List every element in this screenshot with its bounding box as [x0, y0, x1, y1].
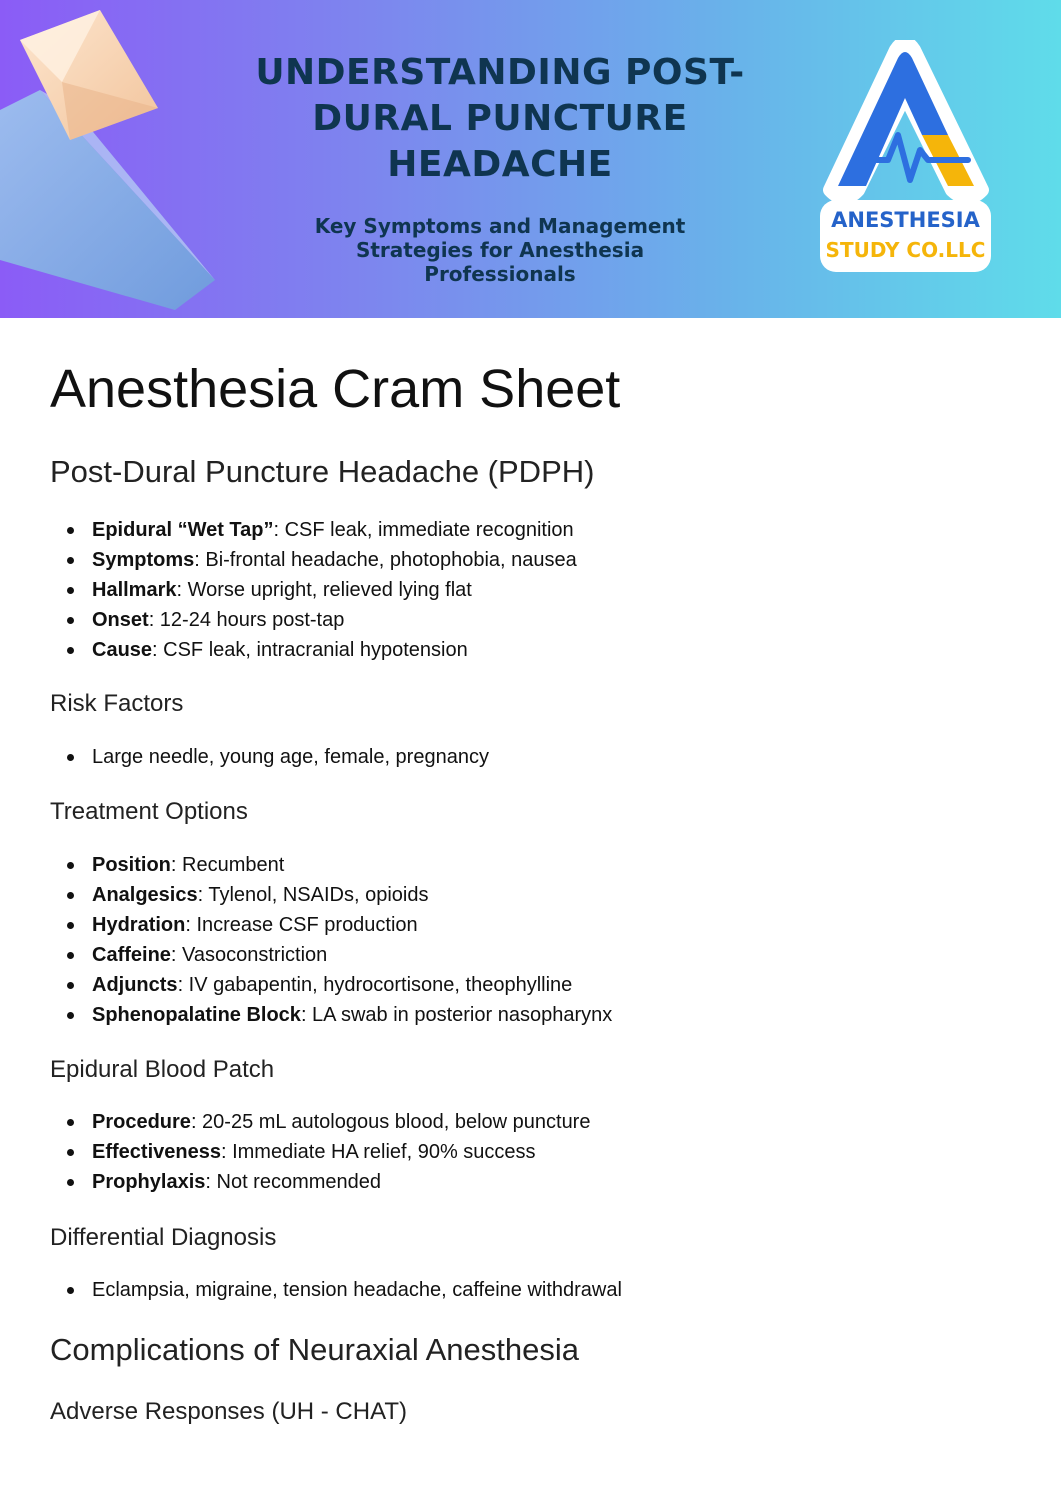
- list-item: Hydration: Increase CSF production: [50, 910, 612, 940]
- blood-patch-list: [50, 1107, 590, 1197]
- anesthesia-study-logo: [818, 40, 993, 275]
- section-heading-blood-patch: Epidural Blood Patch: [50, 1056, 275, 1083]
- list-item: Hallmark: Worse upright, relieved lying flat: [50, 575, 577, 605]
- banner-subtitle: Key Symptoms and Management Strategies for Anesthesia Professionals: [314, 214, 686, 286]
- list-item: Symptoms: Bi-frontal headache, photophobia, nausea: [50, 545, 577, 575]
- list-item: Adjuncts: IV gabapentin, hydrocortisone, theophylline: [50, 970, 612, 1000]
- section-heading-pdph: Post-Dural Puncture Headache (PDPH): [50, 454, 595, 489]
- banner-title: UNDERSTANDING POST-DURAL PUNCTURE HEADACHE: [255, 52, 745, 185]
- section-heading-differential: Differential Diagnosis: [50, 1224, 277, 1251]
- section-heading-risk-factors: Risk Factors: [50, 690, 184, 717]
- list-item: Sphenopalatine Block: LA swab in posterior nasopharynx: [50, 1000, 612, 1030]
- decorative-shapes: [0, 0, 240, 318]
- list-item: Effectiveness: Immediate HA relief, 90% success: [50, 1137, 590, 1167]
- list-item: Caffeine: Vasoconstriction: [50, 940, 612, 970]
- list-item: Procedure: 20-25 mL autologous blood, below puncture: [50, 1107, 590, 1137]
- list-item: Eclampsia, migraine, tension headache, caffeine withdrawal: [50, 1275, 622, 1305]
- section-heading-complications: Complications of Neuraxial Anesthesia: [50, 1332, 579, 1367]
- list-item: Epidural “Wet Tap”: CSF leak, immediate recognition: [50, 515, 577, 545]
- section-heading-treatment: Treatment Options: [50, 798, 248, 825]
- differential-list: [50, 1275, 622, 1305]
- page-title: Anesthesia Cram Sheet: [50, 359, 621, 419]
- list-item: Large needle, young age, female, pregnancy: [50, 742, 489, 772]
- pdph-list: [50, 515, 577, 665]
- list-item: Onset: 12-24 hours post-tap: [50, 605, 577, 635]
- subheading-adverse-responses: Adverse Responses (UH - CHAT): [50, 1398, 407, 1425]
- risk-factors-list: [50, 742, 489, 772]
- list-item: Prophylaxis: Not recommended: [50, 1167, 590, 1197]
- list-item: Analgesics: Tylenol, NSAIDs, opioids: [50, 880, 612, 910]
- list-item: Position: Recumbent: [50, 850, 612, 880]
- list-item: Cause: CSF leak, intracranial hypotension: [50, 635, 577, 665]
- logo-text-line1: ANESTHESIA: [831, 208, 980, 232]
- logo-text-line2: STUDY CO.LLC: [825, 238, 986, 262]
- header-banner: [0, 0, 1061, 318]
- treatment-list: [50, 850, 612, 1030]
